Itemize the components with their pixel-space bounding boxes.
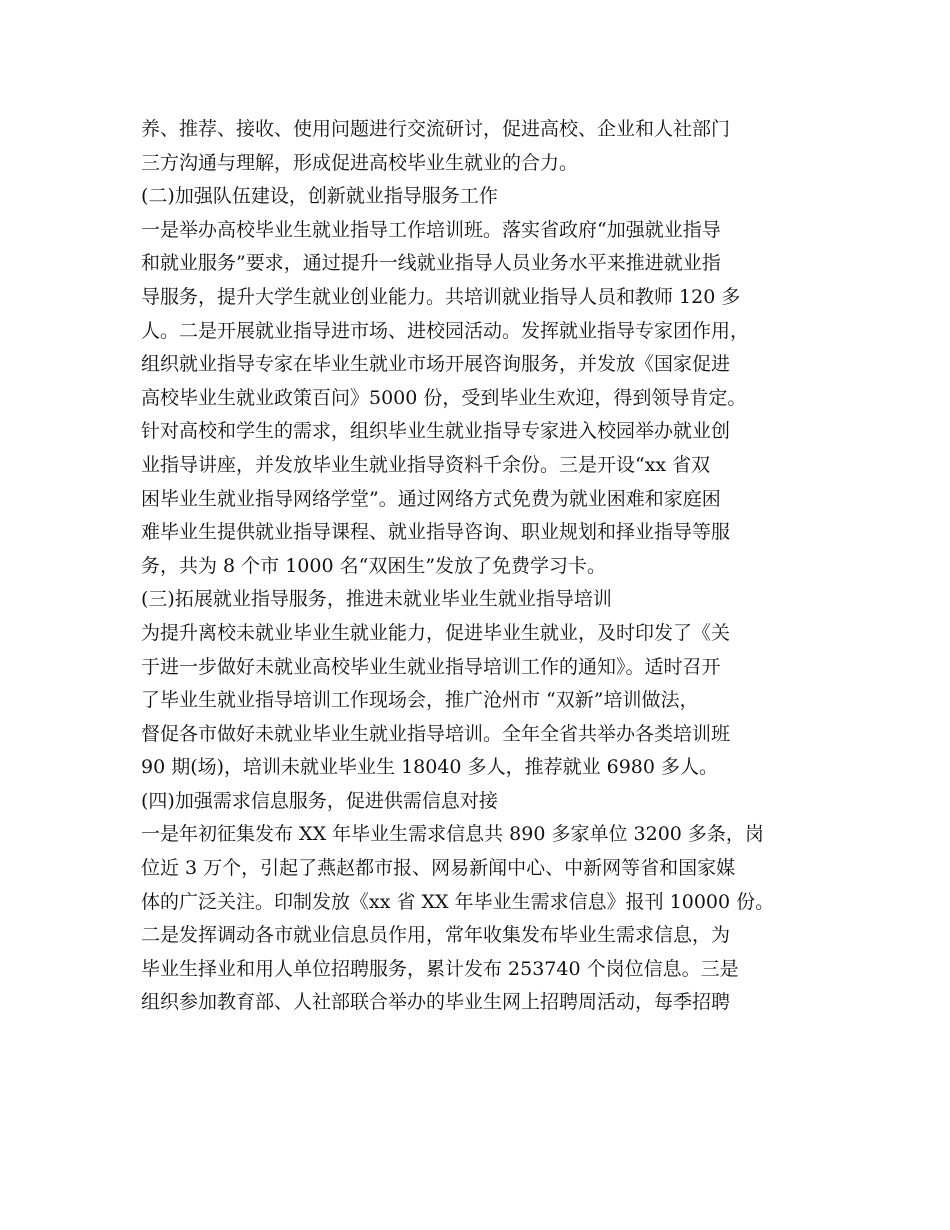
text-line: 于进一步做好未就业高校毕业生就业指导培训工作的通知》。适时召开	[141, 655, 721, 678]
text-line: 体的广泛关注。印制发放《xx 省 XX 年毕业生需求信息》报刊 10000 份。	[141, 890, 775, 913]
text-line: 人。二是开展就业指导进市场、进校园活动。发挥就业指导专家团作用，	[141, 319, 750, 342]
text-line: 组织就业指导专家在毕业生就业市场开展咨询服务，并发放《国家促进	[141, 353, 731, 376]
section-heading: (三)拓展就业指导服务，推进未就业毕业生就业指导培训	[141, 588, 612, 611]
text-line: 90 期(场)，培训未就业毕业生 18040 多人，推荐就业 6980 多人。	[141, 756, 718, 779]
document-body	[141, 113, 831, 1020]
text-line: 位近 3 万个，引起了燕赵都市报、网易新闻中心、中新网等省和国家媒	[141, 857, 736, 880]
text-line: 困毕业生就业指导网络学堂”。通过网络方式免费为就业困难和家庭困	[141, 487, 721, 510]
text-line: 一是举办高校毕业生就业指导工作培训班。落实省政府“加强就业指导	[141, 218, 721, 241]
text-line: 毕业生择业和用人单位招聘服务，累计发布 253740 个岗位信息。三是	[141, 957, 739, 980]
text-line: 三方沟通与理解，形成促进高校毕业生就业的合力。	[141, 151, 579, 174]
text-line: 为提升离校未就业毕业生就业能力，促进毕业生就业，及时印发了《关	[141, 621, 731, 644]
text-line: 了毕业生就业指导培训工作现场会，推广沧州市 “双新”培训做法，	[141, 689, 699, 712]
text-line: 针对高校和学生的需求，组织毕业生就业指导专家进入校园举办就业创	[141, 420, 731, 443]
text-line: 导服务，提升大学生就业创业能力。共培训就业指导人员和教师 120 多	[141, 285, 741, 308]
section-heading: (二)加强队伍建设，创新就业指导服务工作	[141, 185, 498, 208]
text-line: 务，共为 8 个市 1000 名“双困生”发放了免费学习卡。	[141, 554, 607, 577]
text-line: 二是发挥调动各市就业信息员作用，常年收集发布毕业生需求信息，为	[141, 924, 731, 947]
text-line: 业指导讲座，并发放毕业生就业指导资料千余份。三是开设“xx 省双	[141, 453, 711, 476]
section-heading: (四)加强需求信息服务，促进供需信息对接	[141, 789, 498, 812]
text-line: 高校毕业生就业政策百问》5000 份，受到毕业生欢迎，得到领导肯定。	[141, 386, 747, 409]
text-line: 督促各市做好未就业毕业生就业指导培训。全年全省共举办各类培训班	[141, 722, 731, 745]
text-line: 难毕业生提供就业指导课程、就业指导咨询、职业规划和择业指导等服	[141, 521, 731, 544]
text-line: 组织参加教育部、人社部联合举办的毕业生网上招聘周活动，每季招聘	[141, 991, 731, 1014]
text-line: 一是年初征集发布 XX 年毕业生需求信息共 890 多家单位 3200 多条，岗	[141, 823, 764, 846]
text-line: 和就业服务”要求，通过提升一线就业指导人员业务水平来推进就业指	[141, 252, 721, 275]
text-line: 养、推荐、接收、使用问题进行交流研讨，促进高校、企业和人社部门	[141, 118, 731, 140]
